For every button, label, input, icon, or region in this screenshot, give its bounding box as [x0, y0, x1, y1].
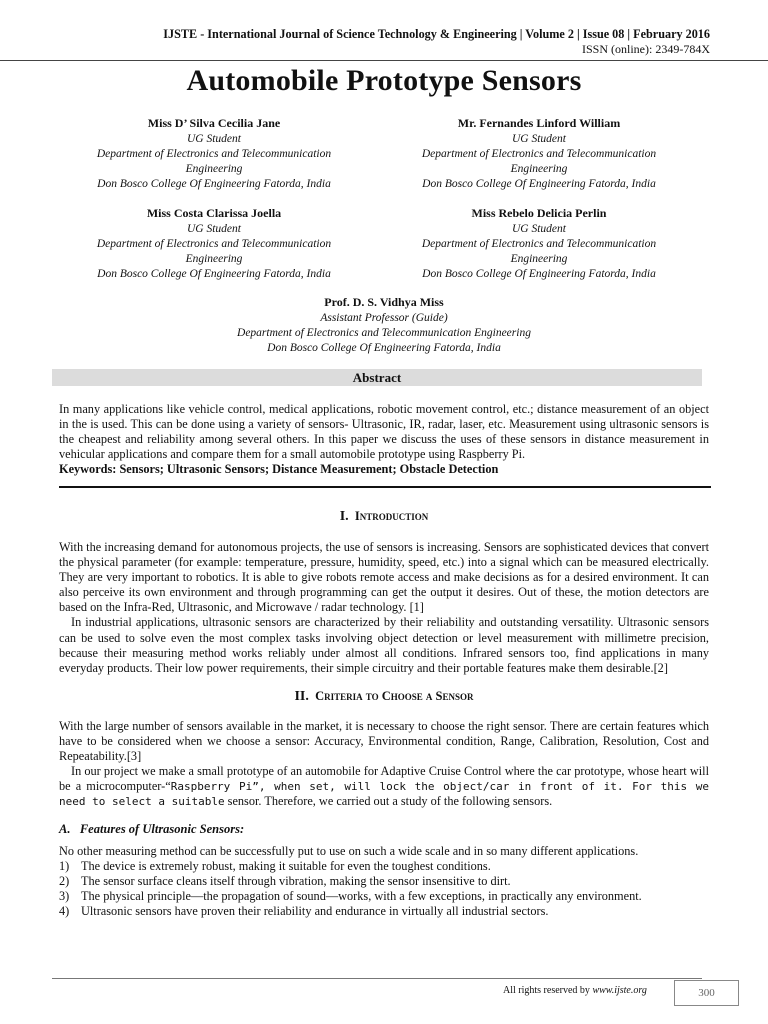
author-name: Miss Rebelo Delicia Perlin	[471, 206, 607, 220]
issn-line: ISSN (online): 2349-784X	[582, 42, 710, 56]
list-text: Ultrasonic sensors have proven their reliability and endurance in virtually all industrial sectors.	[81, 904, 549, 919]
introduction-body	[59, 540, 709, 676]
author-name: Prof. D. S. Vidhya Miss	[324, 295, 444, 309]
author-college: Don Bosco College Of Engineering Fatorda, India	[97, 178, 331, 190]
author-block-4	[398, 206, 680, 282]
abstract-body	[59, 402, 709, 477]
footer-rights	[503, 985, 647, 996]
list-item	[59, 874, 709, 889]
section-title: Criteria to Choose a Sensor	[315, 689, 474, 703]
list-text: The physical principle—the propagation of sound—works, with a few exceptions, in practically any environment.	[81, 889, 642, 904]
ultrasonic-features	[59, 844, 709, 919]
journal-header: IJSTE - International Journal of Science Technology & Engineering | Volume 2 | Issue 08 | February 2016	[163, 27, 710, 41]
paragraph: With the large number of sensors available in the market, it is necessary to choose the right sensor. There are certain features which have to be considered when we choose a sensor: Accuracy, Environmental condition, Range, Calibration, Resolution, Cost and Repeatability.[3]	[59, 719, 709, 764]
subsection-letter: A.	[59, 822, 71, 836]
author-role: UG Student	[187, 133, 241, 145]
site-link[interactable]: www.ijste.org	[592, 985, 647, 996]
author-role: UG Student	[187, 223, 241, 235]
author-block-1	[74, 116, 354, 192]
list-item	[59, 889, 709, 904]
abstract-text: In many applications like vehicle control, medical applications, robotic movement control, etc.; distance measurement of an object in the is used. This can be done using a variety of sensors- Ultrasonic, IR, radar, laser, etc. Measurement using ultrasonic sensors is the cheapest and reliability among several others. In this paper we discuss the uses of these sensors in distance measurement in vehicular applications and compare them for a small automobile prototype using Raspberry Pi.	[59, 402, 709, 462]
paragraph-part: In our project we make a small prototype of an automobile for Adaptive Cruise Control where the car prototype, whose heart will be a microcomputer-“	[59, 764, 709, 794]
abstract-heading: Abstract	[52, 369, 702, 386]
author-role: UG Student	[512, 223, 566, 235]
list-number: 3)	[59, 889, 70, 904]
list-number: 4)	[59, 904, 70, 919]
author-dept: Department of Electronics and Telecommunication Engineering	[421, 238, 657, 265]
paragraph: With the increasing demand for autonomous projects, the use of sensors is increasing. Sensors are sophisticated devices that convert the physical parameter (for example: temperature, pressure, humidity, speed, etc.) into a signal which can be measured electrically. They are very important to robotics. It is able to give robots remote access and make decisions as for a desired environment. It can also perceive its own environment and through programming can get the output it desires. Out of these, the motion detectors are based on the Infra-Red, Ultrasonic, and Microwave / radar technology. [1]	[59, 540, 709, 615]
list-item	[59, 859, 709, 874]
subsection-heading	[59, 822, 244, 837]
list-text: The device is extremely robust, making it suitable for even the toughest conditions.	[81, 859, 491, 874]
criteria-body	[59, 719, 709, 810]
section-title: Introduction	[354, 509, 429, 523]
paragraph	[59, 764, 709, 809]
author-college: Don Bosco College Of Engineering Fatorda, India	[97, 268, 331, 280]
rights-text: All rights reserved by	[503, 985, 593, 996]
author-college: Don Bosco College Of Engineering Fatorda, India	[422, 268, 656, 280]
paper-title: Automobile Prototype Sensors	[186, 64, 582, 97]
keywords-line: Keywords: Sensors; Ultrasonic Sensors; Distance Measurement; Obstacle Detection	[59, 462, 499, 477]
author-dept: Department of Electronics and Telecommunication Engineering	[237, 327, 531, 339]
author-block-2	[398, 116, 680, 192]
features-list	[59, 859, 709, 919]
list-item	[59, 904, 709, 919]
author-dept: Department of Electronics and Telecommunication Engineering	[421, 148, 657, 175]
author-name: Miss D’ Silva Cecilia Jane	[147, 116, 281, 130]
header-divider	[0, 60, 768, 61]
author-college: Don Bosco College Of Engineering Fatorda, India	[422, 178, 656, 190]
page-number: 300	[674, 980, 739, 1006]
paragraph-part-typewriter: Raspberry Pi”, when set, will lock the object/car in front of it. For this we need to select a suitable	[59, 780, 710, 809]
author-name: Miss Costa Clarissa Joella	[146, 206, 282, 220]
paragraph: In industrial applications, ultrasonic sensors are characterized by their reliability and outstanding versatility. Ultrasonic sensors can be used to solve even the most complex tasks involving object detection or level measurement with millimetre precision, because their measuring method works reliably under almost all conditions. Infrared sensors too, find applications in many everyday products. Their low power requirements, their simple circuitry and their portable features make them desirable.[2]	[59, 615, 709, 675]
list-number: 1)	[59, 859, 70, 874]
author-role: Assistant Professor (Guide)	[320, 312, 448, 324]
author-block-guide	[150, 295, 618, 356]
author-role: UG Student	[512, 133, 566, 145]
paragraph: No other measuring method can be successfully put to use on such a wide scale and in so many different applications.	[59, 844, 639, 858]
list-text: The sensor surface cleans itself through vibration, making the sensor insensitive to dirt.	[81, 874, 511, 889]
section-heading-criteria	[0, 689, 768, 705]
author-dept: Department of Electronics and Telecommunication Engineering	[96, 238, 332, 265]
section-number: I.	[339, 509, 349, 524]
list-number: 2)	[59, 874, 70, 889]
subsection-title: Features of Ultrasonic Sensors:	[79, 822, 245, 836]
section-number: II.	[294, 689, 309, 704]
abstract-divider	[59, 486, 711, 488]
author-college: Don Bosco College Of Engineering Fatorda, India	[267, 342, 501, 354]
author-dept: Department of Electronics and Telecommunication Engineering	[96, 148, 332, 175]
footer-divider	[52, 978, 702, 979]
author-name: Mr. Fernandes Linford William	[457, 116, 621, 130]
section-heading-introduction	[0, 509, 768, 525]
paragraph-part: sensor. Therefore, we carried out a study of the following sensors.	[224, 794, 553, 809]
author-block-3	[74, 206, 354, 282]
